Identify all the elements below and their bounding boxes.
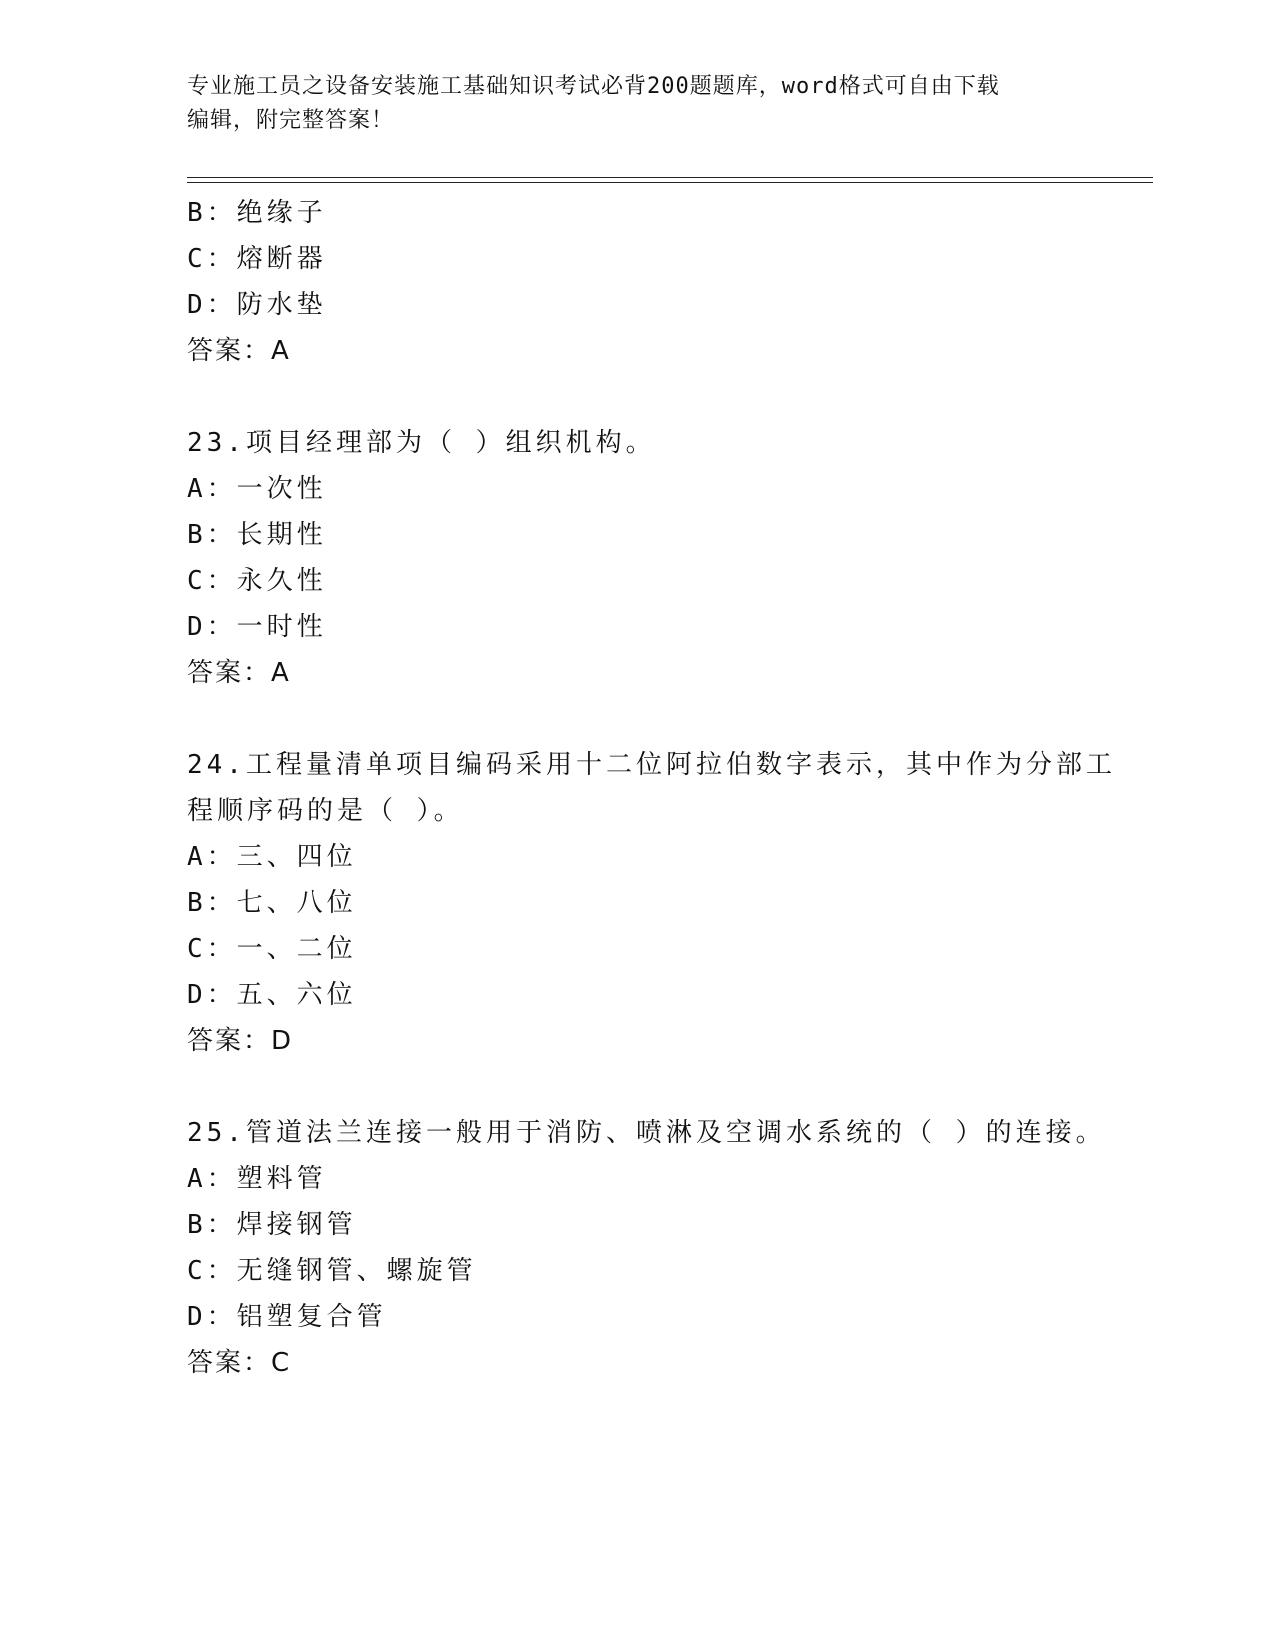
- header-title-line-1: 专业施工员之设备安装施工基础知识考试必背200题题库，word格式可自由下载: [187, 74, 1000, 99]
- option-label: B：: [187, 888, 237, 918]
- option-label: C：: [187, 244, 237, 274]
- option-label: B：: [187, 198, 237, 228]
- option-a: [187, 834, 1087, 880]
- option-c: [187, 236, 1087, 282]
- option-text: 无缝钢管、螺旋管: [236, 1256, 477, 1286]
- document-header: [187, 70, 1067, 138]
- option-text: 绝缘子: [236, 198, 327, 228]
- option-b: [187, 190, 1087, 236]
- question-text: 24.工程量清单项目编码采用十二位阿拉伯数字表示，其中作为分部工: [187, 750, 1116, 780]
- option-label: C：: [187, 934, 237, 964]
- option-c: [187, 558, 1087, 604]
- option-text: 一、二位: [236, 934, 357, 964]
- option-text: 铝塑复合管: [236, 1302, 387, 1332]
- option-label: A：: [187, 1164, 237, 1194]
- option-label: D：: [187, 290, 237, 320]
- option-b: [187, 512, 1087, 558]
- spacer: [187, 696, 1087, 742]
- option-label: D：: [187, 980, 237, 1010]
- option-text: 三、四位: [236, 842, 357, 872]
- option-label: B：: [187, 1210, 237, 1240]
- answer-line: 答案：D: [187, 1026, 294, 1056]
- question-text-continued: 程顺序码的是（ ）。: [187, 796, 464, 826]
- option-b: [187, 880, 1087, 926]
- option-label: C：: [187, 566, 237, 596]
- header-title-line-2: 编辑，附完整答案！: [187, 108, 395, 133]
- question-24: [187, 742, 1116, 1064]
- option-text: 防水垫: [236, 290, 327, 320]
- option-label: A：: [187, 474, 237, 504]
- question-text: 23.项目经理部为（ ）组织机构。: [187, 428, 656, 458]
- option-text: 塑料管: [236, 1164, 327, 1194]
- question-23: [187, 420, 1087, 696]
- option-label: C：: [187, 1256, 237, 1286]
- option-label: D：: [187, 612, 237, 642]
- question-list: [187, 190, 1116, 1386]
- answer-line: 答案：A: [187, 336, 291, 366]
- option-text: 熔断器: [236, 244, 327, 274]
- option-d: [187, 604, 1087, 650]
- option-text: 长期性: [236, 520, 327, 550]
- question-22-continuation: [187, 190, 1087, 374]
- header-divider-bottom: [187, 182, 1153, 183]
- option-b: [187, 1202, 1087, 1248]
- option-label: D：: [187, 1302, 237, 1332]
- option-a: [187, 1156, 1087, 1202]
- question-25: [187, 1110, 1106, 1386]
- option-c: [187, 926, 1087, 972]
- option-c: [187, 1248, 1087, 1294]
- answer-line: 答案：A: [187, 658, 291, 688]
- option-d: [187, 282, 1087, 328]
- option-text: 五、六位: [236, 980, 357, 1010]
- question-text: 25.管道法兰连接一般用于消防、喷淋及空调水系统的（ ）的连接。: [187, 1118, 1106, 1148]
- spacer: [187, 374, 1087, 420]
- option-text: 永久性: [236, 566, 327, 596]
- option-text: 七、八位: [236, 888, 357, 918]
- option-label: B：: [187, 520, 237, 550]
- option-a: [187, 466, 1087, 512]
- option-text: 一时性: [236, 612, 327, 642]
- option-label: A：: [187, 842, 237, 872]
- option-text: 一次性: [236, 474, 327, 504]
- answer-line: 答案：C: [187, 1348, 292, 1378]
- option-d: [187, 1294, 1087, 1340]
- option-text: 焊接钢管: [236, 1210, 357, 1240]
- option-d: [187, 972, 1087, 1018]
- spacer: [187, 1064, 1087, 1110]
- header-divider-top: [187, 177, 1153, 178]
